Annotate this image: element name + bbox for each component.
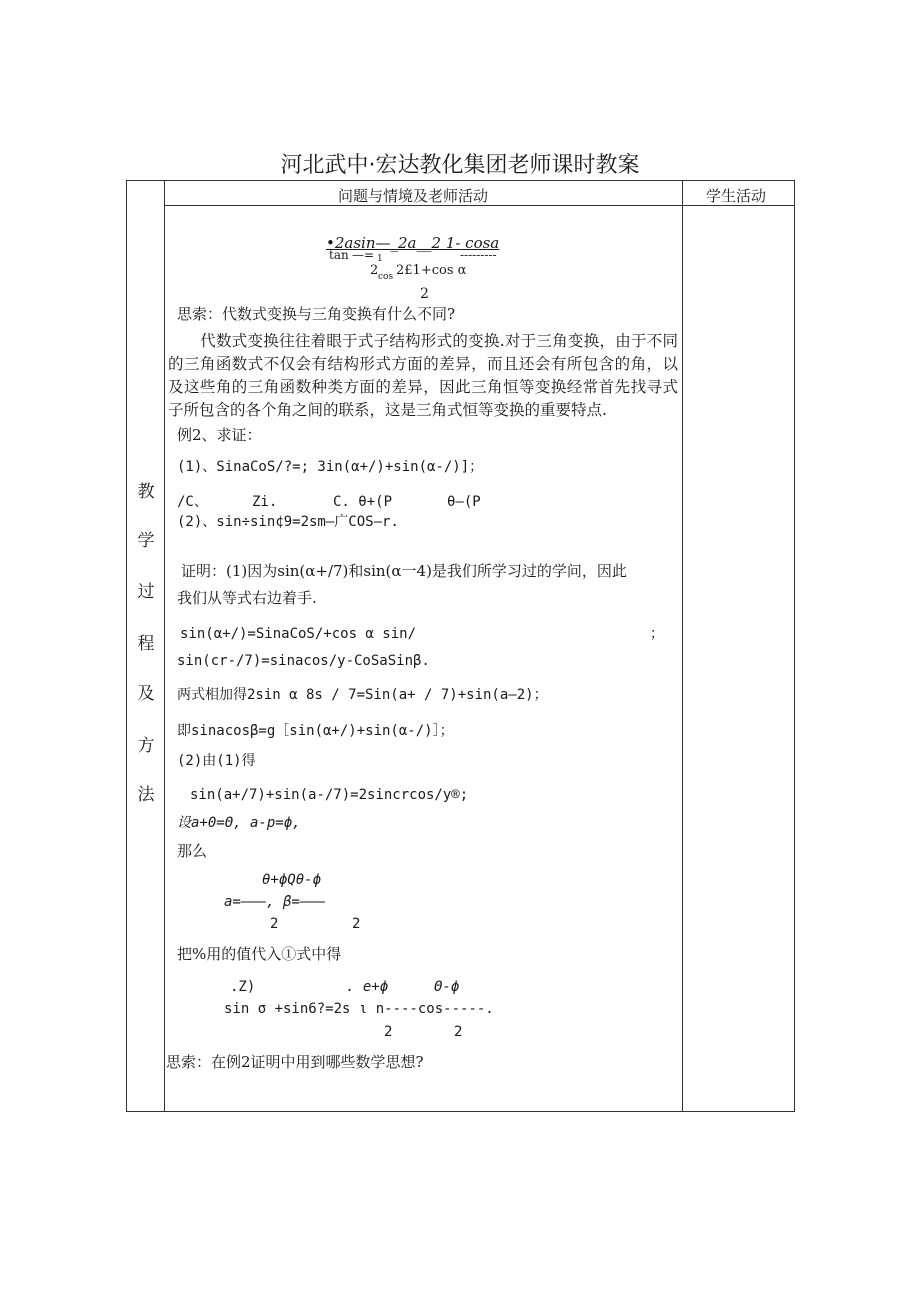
fraction-mid: a=———, β=——— <box>224 894 326 910</box>
thinking-question-2: 思索：在例2证明中用到哪些数学思想? <box>166 1053 424 1071</box>
formula1-bottom-2: 2 <box>370 263 379 278</box>
equation-5: (2)由(1)得 <box>177 753 256 769</box>
final-top-2: . e+ϕ <box>346 979 389 995</box>
formula1-bottom-cos: cos <box>378 272 394 282</box>
explanation-paragraph <box>168 330 678 422</box>
fraction-top: θ+ϕQθ-ϕ <box>262 872 322 888</box>
final-equation: sin σ +sin6?=2s ι n----cos-----. <box>224 1001 494 1017</box>
example-item-2: (2)、sin÷sin¢9=2sm—广COS—r. <box>177 514 399 530</box>
example-frag: Zi. <box>252 494 278 510</box>
equation-7: 设a+0=Θ, a-p=ϕ, <box>177 815 301 831</box>
final-den-2: 2 <box>454 1024 463 1040</box>
left-label-char: 程 <box>137 634 155 654</box>
example-frag: C. θ+(P <box>333 494 393 510</box>
left-label-char: 学 <box>137 531 155 551</box>
equation-6: sin(a+/7)+sin(a-/7)=2sincrcos/y®; <box>190 787 469 803</box>
equation-2: sin(cr-/7)=sinacos/y-CoSaSinβ. <box>177 653 430 669</box>
fraction-den-2: 2 <box>352 916 361 932</box>
fraction-den-1: 2 <box>270 916 279 932</box>
example-frag: θ—(P <box>447 494 481 510</box>
table-divider-label <box>164 180 165 1112</box>
final-top-1: .Z) <box>230 979 256 995</box>
header-main: 问题与情境及老师活动 <box>338 187 489 205</box>
table-border-bottom <box>126 1111 794 1112</box>
formula1-tan: tan <box>329 248 349 262</box>
explanation-text: 代数式变换往往着眼于式子结构形式的变换.对于三角变换，由于不同的三角函数式不仅会有结构形式方面的差异，而且还会有所包含的角，以及这些角的三角函数种类方面的差异，因此三角恒等变换经常首先找寻式子所包含的各个角之间的联系，这是三角式恒等变换的重要特点. <box>168 332 678 419</box>
formula1-dashes: --------- <box>460 248 497 262</box>
equation-1-end: ； <box>650 626 664 642</box>
equation-4: 即sinacosβ=g［sin(α+/)+sin(α-/)］； <box>177 723 454 739</box>
thinking-question-1: 思索：代数式变换与三角变换有什么不同? <box>177 305 456 323</box>
left-label-char: 过 <box>137 582 155 602</box>
left-label-char: 教 <box>137 482 155 502</box>
final-den-1: 2 <box>384 1024 393 1040</box>
table-border-right <box>794 180 795 1112</box>
table-border-left <box>126 180 127 1112</box>
table-header-rule <box>164 205 794 206</box>
formula1-bottom-rest: 2£1+cos α <box>396 263 467 278</box>
proof-line-1: 证明：(1)因为sin(α+/7)和sin(α一4)是我们所学习过的学问，因此 <box>181 562 627 580</box>
page-title: 河北武中·宏达教化集团老师课时教案 <box>280 153 640 178</box>
example-item-1: (1)、SinaCoS/?=; 3in(α+/)+sin(α-/)]； <box>177 459 484 475</box>
proof-line-2: 我们从等式右边着手. <box>177 589 317 607</box>
example-label: 例2、求证： <box>177 426 262 444</box>
table-divider-student <box>682 180 683 1112</box>
left-label-char: 方 <box>137 736 155 756</box>
left-label-char: 及 <box>137 684 155 704</box>
equation-3: 两式相加得2sin α 8s / 7=Sin(a+ / 7)+sin(a—2)； <box>177 687 548 703</box>
example-frag: /C、 <box>177 494 208 510</box>
substitute-text: 把%用的值代入①式中得 <box>177 945 342 963</box>
equation-1: sin(α+/)=SinaCoS/+cos α sin/ <box>180 626 417 642</box>
formula1-denominator: 2 <box>420 286 429 302</box>
left-label-char: 法 <box>137 785 155 805</box>
formula1-sub: 1 <box>377 254 383 264</box>
table-border-top <box>126 180 794 181</box>
final-top-3: Θ-ϕ <box>434 979 460 995</box>
equation-8: 那么 <box>177 842 208 860</box>
formula1-tan-rest: —= <box>352 248 375 262</box>
formula1-top: •2asin—_2a__2 1- cosa <box>326 234 500 252</box>
header-student: 学生活动 <box>706 187 767 205</box>
